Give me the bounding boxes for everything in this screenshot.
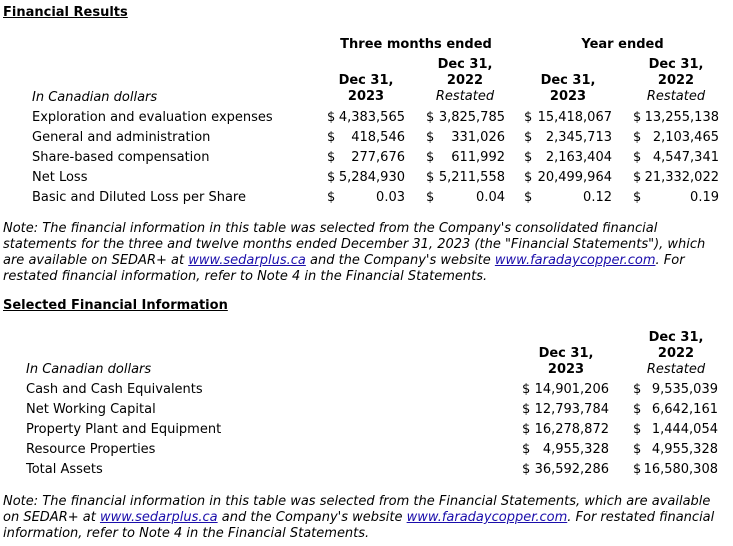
currency-symbol: $ — [426, 130, 435, 145]
row-label: Exploration and evaluation expenses — [32, 110, 273, 125]
cell-value: 12,793,784 — [534, 402, 609, 417]
cell-value: 3,825,785 — [438, 110, 505, 125]
table-row — [0, 190, 733, 210]
table-row — [0, 110, 733, 130]
cell-value: 14,901,206 — [534, 382, 609, 397]
row-label: Basic and Diluted Loss per Share — [32, 190, 246, 205]
table-row — [0, 130, 733, 150]
currency-symbol: $ — [327, 130, 336, 145]
column-header-restated: Restated — [646, 89, 706, 104]
currency-symbol: $ — [633, 190, 642, 205]
cell-value: 1,444,054 — [651, 422, 718, 437]
currency-symbol: $ — [524, 130, 533, 145]
cell-value: 331,026 — [451, 130, 505, 145]
currency-symbol: $ — [426, 170, 435, 185]
currency-symbol: $ — [633, 170, 642, 185]
group-header-year: Year ended — [581, 37, 664, 52]
column-header-line: Dec 31, — [540, 73, 596, 88]
cell-value: 4,383,565 — [338, 110, 405, 125]
table-row — [0, 170, 733, 190]
currency-symbol: $ — [633, 422, 642, 437]
cell-value: 0.03 — [376, 190, 405, 205]
row-label: Resource Properties — [26, 442, 156, 457]
currency-symbol: $ — [327, 150, 336, 165]
table-row — [0, 382, 733, 402]
cell-value: 15,418,067 — [537, 110, 612, 125]
currency-symbol: $ — [426, 190, 435, 205]
faraday-website-link[interactable]: www.faradaycopper.com — [406, 510, 568, 525]
row-label: Net Working Capital — [26, 402, 156, 417]
cell-value: 4,955,328 — [542, 442, 609, 457]
table-row — [0, 402, 733, 422]
cell-value: 6,642,161 — [651, 402, 718, 417]
currency-symbol: $ — [524, 190, 533, 205]
faraday-website-link[interactable]: www.faradaycopper.com — [494, 253, 656, 268]
cell-value: 5,284,930 — [338, 170, 405, 185]
column-header-line: Dec 31, — [338, 73, 394, 88]
column-header-line: 2022 — [657, 346, 695, 361]
cell-value: 4,955,328 — [651, 442, 718, 457]
table-row — [0, 442, 733, 462]
sedar-link[interactable]: www.sedarplus.ca — [188, 253, 306, 268]
financial-results-heading: Financial Results — [3, 5, 128, 20]
cell-value: 5,211,558 — [438, 170, 505, 185]
group-header-three-months: Three months ended — [340, 37, 492, 52]
cell-value: 0.04 — [476, 190, 505, 205]
financial-results-units-label: In Canadian dollars — [32, 90, 158, 105]
column-header-line: 2023 — [347, 89, 385, 104]
selected-financial-note: Note: The financial information in this table was selected from the Financial Statements, which are available on SEDAR+ at www.sedarplus.ca and the Company's website www.faradaycopper.com. For restated financial information, refer to Note 4 in the Financial Statements. — [3, 494, 715, 541]
currency-symbol: $ — [524, 110, 533, 125]
column-header-line: 2023 — [549, 89, 587, 104]
currency-symbol: $ — [633, 382, 642, 397]
column-header-line: 2022 — [657, 73, 695, 88]
cell-value: 277,676 — [351, 150, 405, 165]
currency-symbol: $ — [633, 442, 642, 457]
table-row — [0, 422, 733, 442]
cell-value: 21,332,022 — [644, 170, 719, 185]
cell-value: 2,103,465 — [652, 130, 719, 145]
cell-value: 4,547,341 — [652, 150, 719, 165]
cell-value: 418,546 — [351, 130, 405, 145]
currency-symbol: $ — [633, 462, 642, 477]
table-row — [0, 462, 733, 482]
currency-symbol: $ — [633, 402, 642, 417]
cell-value: 36,592,286 — [534, 462, 609, 477]
column-header-line: Dec 31, — [648, 330, 704, 345]
row-label: Share-based compensation — [32, 150, 210, 165]
column-header-line: 2023 — [547, 362, 585, 377]
currency-symbol: $ — [327, 190, 336, 205]
currency-symbol: $ — [522, 422, 531, 437]
selected-financial-information-heading: Selected Financial Information — [3, 298, 228, 313]
column-header-restated: Restated — [646, 362, 706, 377]
currency-symbol: $ — [524, 170, 533, 185]
currency-symbol: $ — [426, 110, 435, 125]
sedar-link[interactable]: www.sedarplus.ca — [99, 510, 218, 525]
cell-value: 16,580,308 — [643, 462, 718, 477]
row-label: Property Plant and Equipment — [26, 422, 222, 437]
currency-symbol: $ — [327, 110, 336, 125]
row-label: Total Assets — [26, 462, 103, 477]
row-label: Cash and Cash Equivalents — [26, 382, 203, 397]
cell-value: 0.12 — [583, 190, 612, 205]
currency-symbol: $ — [522, 402, 531, 417]
cell-value: 2,163,404 — [545, 150, 612, 165]
column-header-restated: Restated — [435, 89, 495, 104]
currency-symbol: $ — [522, 382, 531, 397]
column-header-line: Dec 31, — [648, 57, 704, 72]
currency-symbol: $ — [633, 150, 642, 165]
row-label: General and administration — [32, 130, 211, 145]
column-header-line: Dec 31, — [538, 346, 594, 361]
selected-financial-units-label: In Canadian dollars — [26, 362, 152, 377]
cell-value: 13,255,138 — [644, 110, 719, 125]
financial-results-note: Note: The financial information in this table was selected from the Company's consolidated financial statements for the three and twelve months ended December 31, 2023 (the "Financial Statements"), which are available on SEDAR+ at www.sedarplus.ca and the Company's website www.faradaycopper.com. For restated financial information, refer to Note 4 in the Financial Statements. — [3, 221, 706, 284]
cell-value: 0.19 — [690, 190, 719, 205]
cell-value: 2,345,713 — [545, 130, 612, 145]
currency-symbol: $ — [633, 110, 642, 125]
currency-symbol: $ — [524, 150, 533, 165]
table-row — [0, 150, 733, 170]
row-label: Net Loss — [32, 170, 88, 185]
column-header-line: 2022 — [446, 73, 484, 88]
column-header-line: Dec 31, — [437, 57, 493, 72]
cell-value: 611,992 — [451, 150, 505, 165]
cell-value: 9,535,039 — [651, 382, 718, 397]
cell-value: 20,499,964 — [537, 170, 612, 185]
currency-symbol: $ — [426, 150, 435, 165]
currency-symbol: $ — [522, 442, 531, 457]
cell-value: 16,278,872 — [534, 422, 609, 437]
currency-symbol: $ — [327, 170, 336, 185]
currency-symbol: $ — [522, 462, 531, 477]
currency-symbol: $ — [633, 130, 642, 145]
